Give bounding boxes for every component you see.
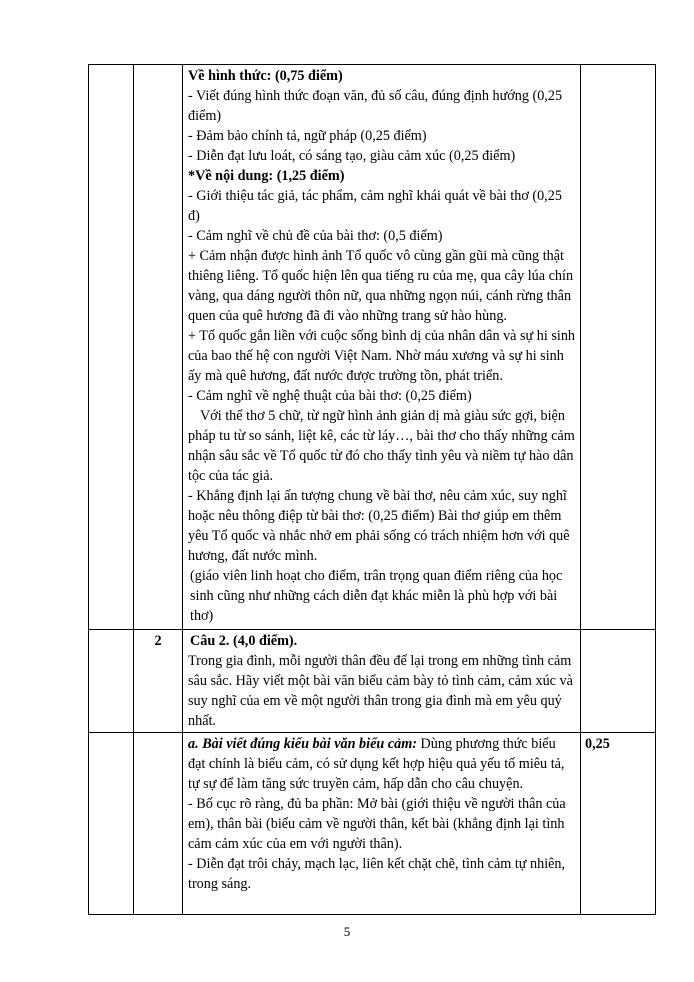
form-item: - Viết đúng hình thức đoạn văn, đủ số câu, đúng định hướng (0,25 điểm) [188,88,563,124]
form-heading: Về hình thức: (0,75 điểm) [188,68,343,84]
question-number: 2 [154,633,162,649]
answer-content-cell [183,733,581,915]
score-value: 0,25 [585,736,610,752]
score-cell [581,733,656,915]
criterion-a [188,734,576,794]
section-cell [89,65,134,630]
section-cell [89,630,134,733]
content-item: - Giới thiệu tác giả, tác phẩm, cảm nghĩ khái quát về bài thơ (0,25 đ) [188,188,562,224]
question-number-cell [134,733,183,915]
question-number-cell [134,630,183,733]
form-item: - Đảm bảo chính tả, ngữ pháp (0,25 điểm) [188,128,427,144]
question-number-cell [134,65,183,630]
closing-item: - Khẳng định lại ấn tượng chung về bài thơ, nêu cảm xúc, suy nghĩ hoặc nêu thông điệp từ bài thơ: (0,25 điểm) Bài thơ giúp em thêm yêu Tổ quốc và nhắc nhở em phải sống có trách nhiệm hơn với quê hương, đất nước mình. [188,488,570,564]
page-number: 5 [343,924,351,939]
table-row [89,630,656,733]
question-text: Trong gia đình, mỗi người thân đều để lại trong em những tình cảm sâu sắc. Hãy viết một bài văn biểu cảm bày tỏ tình cảm, cảm xúc và suy nghĩ của em về một người thân trong gia đình mà em yêu quý nhất. [188,653,573,729]
criterion-a-label: a. Bài viết đúng kiểu bài văn biểu cảm: [188,736,417,752]
art-paragraph: Với thể thơ 5 chữ, từ ngữ hình ảnh giản dị mà giàu sức gợi, biện pháp tu từ so sánh, liệt kê, các từ láy…, bài thơ cho thấy những cảm nhận sâu sắc về Tổ quốc từ đó cho thấy tình yêu và niềm tự hào dân tộc của tác giả. [188,408,575,484]
section-cell [89,733,134,915]
answer-content-cell [183,65,581,630]
content-item: - Cảm nghĩ về nghệ thuật của bài thơ: (0,25 điểm) [188,388,472,404]
score-cell [581,65,656,630]
criterion-a-text: Dùng phương thức biểu đạt chính là biểu cảm, có sử dụng kết hợp hiệu quả yếu tố miêu tả, tự sự để làm tăng sức truyền cảm, hấp dẫn cho câu chuyện. [188,736,565,792]
content-heading: *Về nội dung: (1,25 điểm) [188,168,345,184]
answer-content-cell [183,630,581,733]
criterion-item: - Bố cục rõ ràng, đủ ba phần: Mở bài (giới thiệu về người thân của em), thân bài (biểu cảm về người thân, kết bài (khẳng định lại tình cảm cảm xúc của em với người thân). [188,796,566,852]
table-row [89,65,656,630]
score-cell [581,630,656,733]
form-item: - Diễn đạt lưu loát, có sáng tạo, giàu cảm xúc (0,25 điểm) [188,148,516,164]
question-title: Câu 2. (4,0 điểm). [190,633,298,649]
table-row [89,733,656,915]
content-item: + Tổ quốc gắn liền với cuộc sống bình dị của nhân dân và sự hi sinh của bao thế hệ con người Việt Nam. Nhờ máu xương và sự hi sinh ấy mà quê hương, đất nước được trường tồn, phát triển. [188,328,576,384]
criterion-item: - Diễn đạt trôi chảy, mạch lạc, liên kết chặt chẽ, tình cảm tự nhiên, trong sáng. [188,856,566,892]
teacher-note: (giáo viên linh hoạt cho điểm, trân trọng quan điểm riêng của học sinh cũng như những cách diễn đạt khác miễn là phù hợp với bài thơ) [190,568,563,624]
grading-table [88,64,656,915]
content-item: + Cảm nhận được hình ảnh Tổ quốc vô cùng gần gũi mà cũng thật thiêng liêng. Tổ quốc hiện lên qua tiếng ru của mẹ, qua cây lúa chín vàng, qua dáng người thôn nữ, qua những ngọn núi, cánh rừng thân quen của quê hương đã đi vào những trang sử hào hùng. [188,248,574,324]
content-item: - Cảm nghĩ về chủ đề của bài thơ: (0,5 điểm) [188,228,443,244]
